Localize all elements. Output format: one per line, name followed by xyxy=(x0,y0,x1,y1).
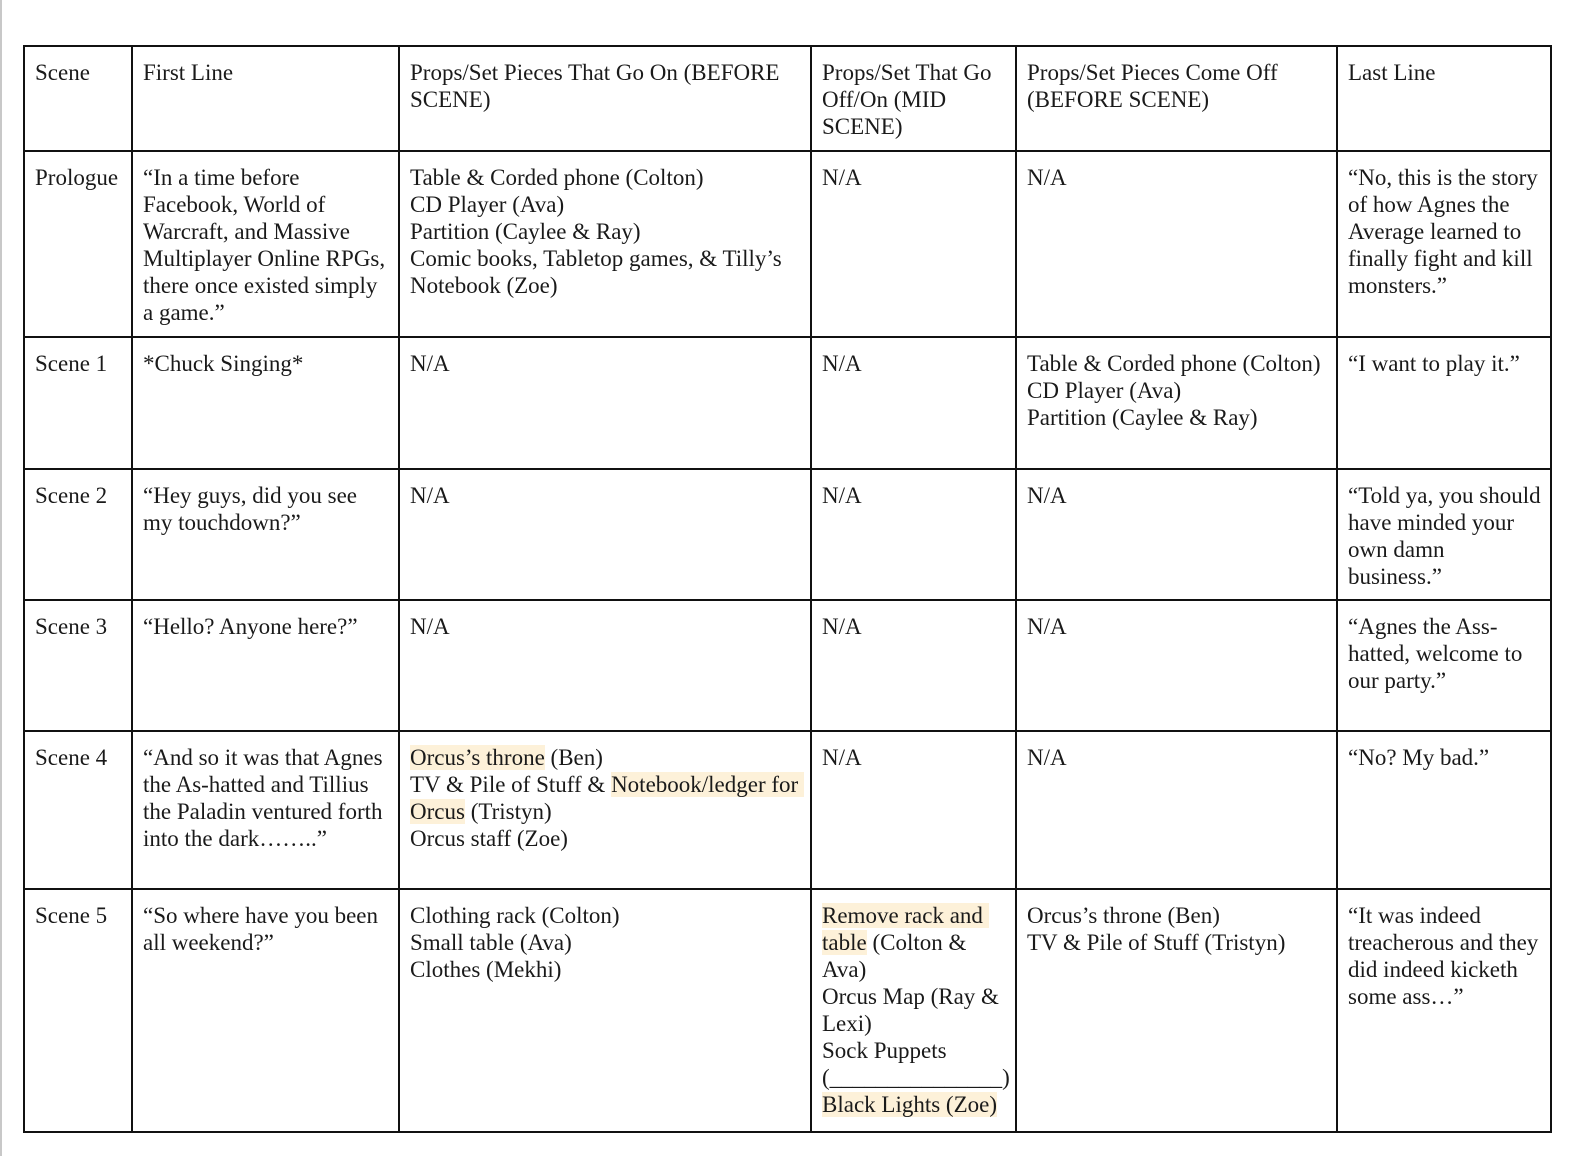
prop-line xyxy=(410,956,802,983)
prop-text: Orcus staff (Zoe) xyxy=(410,826,568,851)
props-off-cell xyxy=(1016,337,1337,469)
props-on-cell xyxy=(399,731,811,889)
prop-text: (Colton & Ava) xyxy=(822,930,971,982)
prop-text: Clothing rack (Colton) xyxy=(410,903,620,928)
table-row xyxy=(24,151,1551,337)
table-row xyxy=(24,731,1551,889)
prop-line xyxy=(822,164,1007,191)
prop-line xyxy=(410,929,802,956)
prop-text: Clothes (Mekhi) xyxy=(410,957,562,982)
prop-line xyxy=(410,825,802,852)
prop-text: CD Player (Ava) xyxy=(410,192,565,217)
scene-cell: Prologue xyxy=(24,151,132,337)
prop-line xyxy=(1027,404,1328,431)
props-off-cell xyxy=(1016,731,1337,889)
prop-text: Orcus’s throne (Ben) xyxy=(1027,903,1220,928)
prop-line xyxy=(410,771,802,825)
prop-text: N/A xyxy=(410,483,450,508)
first-line-cell: “So where have you been all weekend?” xyxy=(132,889,399,1132)
prop-text: (Tristyn) xyxy=(464,799,552,824)
last-line-cell: “No? My bad.” xyxy=(1337,731,1551,889)
table-header-row xyxy=(24,46,1551,151)
prop-text: N/A xyxy=(822,614,862,639)
first-line-cell: “In a time before Facebook, World of Warcraft, and Massive Multiplayer Online RPGs, there once existed simply a game.” xyxy=(132,151,399,337)
header-first-line: First Line xyxy=(132,46,399,151)
highlighted-text: Black Lights (Zoe) xyxy=(822,1092,998,1117)
prop-line xyxy=(410,218,802,245)
prop-line xyxy=(822,744,1007,771)
prop-text: N/A xyxy=(822,483,862,508)
prop-text: Partition (Caylee & Ray) xyxy=(1027,405,1258,430)
prop-line xyxy=(410,744,802,771)
props-mid-cell xyxy=(811,469,1016,600)
props-off-cell xyxy=(1016,151,1337,337)
prop-line xyxy=(1027,613,1328,640)
prop-line xyxy=(822,613,1007,640)
scene-cell: Scene 1 xyxy=(24,337,132,469)
scene-props-table xyxy=(23,45,1552,1133)
props-mid-cell xyxy=(811,889,1016,1132)
first-line-cell: “Hello? Anyone here?” xyxy=(132,600,399,731)
last-line-cell: “Told ya, you should have minded your own damn business.” xyxy=(1337,469,1551,600)
props-mid-cell xyxy=(811,151,1016,337)
props-on-cell xyxy=(399,337,811,469)
prop-text: N/A xyxy=(822,351,862,376)
last-line-cell: “Agnes the Ass-hatted, welcome to our party.” xyxy=(1337,600,1551,731)
props-off-cell xyxy=(1016,469,1337,600)
header-props-mid: Props/Set That Go Off/On (MID SCENE) xyxy=(811,46,1016,151)
header-props-on: Props/Set Pieces That Go On (BEFORE SCENE) xyxy=(399,46,811,151)
prop-text: Comic books, Tabletop games, & Tilly’s Notebook (Zoe) xyxy=(410,246,788,298)
props-off-cell xyxy=(1016,889,1337,1132)
prop-line xyxy=(822,482,1007,509)
props-on-cell xyxy=(399,151,811,337)
last-line-cell: “It was indeed treacherous and they did indeed kicketh some ass…” xyxy=(1337,889,1551,1132)
prop-line xyxy=(1027,164,1328,191)
scene-cell: Scene 3 xyxy=(24,600,132,731)
props-on-cell xyxy=(399,889,811,1132)
prop-text: N/A xyxy=(822,165,862,190)
prop-line xyxy=(410,164,802,191)
prop-line xyxy=(410,613,802,640)
prop-text: TV & Pile of Stuff & xyxy=(410,772,612,797)
prop-line xyxy=(822,983,1007,1037)
prop-line xyxy=(410,482,802,509)
prop-text: N/A xyxy=(410,351,450,376)
prop-text: N/A xyxy=(1027,483,1067,508)
prop-text: Small table (Ava) xyxy=(410,930,572,955)
props-mid-cell xyxy=(811,600,1016,731)
prop-text: (Ben) xyxy=(544,745,603,770)
scene-cell: Scene 5 xyxy=(24,889,132,1132)
prop-line xyxy=(1027,902,1328,929)
props-mid-cell xyxy=(811,337,1016,469)
prop-text: Sock Puppets (_______________) xyxy=(822,1038,1010,1090)
prop-line xyxy=(1027,744,1328,771)
prop-line xyxy=(410,350,802,377)
prop-text: N/A xyxy=(1027,165,1067,190)
prop-text: CD Player (Ava) xyxy=(1027,378,1182,403)
props-mid-cell xyxy=(811,731,1016,889)
prop-line xyxy=(410,245,802,299)
prop-line xyxy=(822,1037,1010,1091)
header-last-line: Last Line xyxy=(1337,46,1551,151)
prop-line xyxy=(822,350,1007,377)
prop-line xyxy=(1027,929,1328,956)
prop-text: N/A xyxy=(822,745,862,770)
prop-text: N/A xyxy=(1027,614,1067,639)
prop-text: Table & Corded phone (Colton) xyxy=(410,165,704,190)
header-props-off: Props/Set Pieces Come Off (BEFORE SCENE) xyxy=(1016,46,1337,151)
prop-text: N/A xyxy=(410,614,450,639)
last-line-cell: “No, this is the story of how Agnes the Average learned to finally fight and kill monsters.” xyxy=(1337,151,1551,337)
props-off-cell xyxy=(1016,600,1337,731)
highlighted-text: Orcus’s throne xyxy=(410,745,545,770)
page-edge xyxy=(0,0,2,1156)
first-line-cell: *Chuck Singing* xyxy=(132,337,399,469)
table-row xyxy=(24,600,1551,731)
prop-line xyxy=(822,902,1007,983)
prop-text: N/A xyxy=(1027,745,1067,770)
table-row xyxy=(24,337,1551,469)
highlighted-text: Notebook/ledger for Orcus xyxy=(410,772,804,824)
first-line-cell: “And so it was that Agnes the As-hatted and Tillius the Paladin ventured forth into the dark……..” xyxy=(132,731,399,889)
prop-line xyxy=(1027,350,1328,377)
prop-line xyxy=(410,902,802,929)
scene-cell: Scene 2 xyxy=(24,469,132,600)
prop-text: Orcus Map (Ray & Lexi) xyxy=(822,984,1005,1036)
prop-line xyxy=(1027,482,1328,509)
prop-text: Table & Corded phone (Colton) xyxy=(1027,351,1321,376)
prop-line xyxy=(822,1091,1007,1118)
props-on-cell xyxy=(399,469,811,600)
prop-line xyxy=(410,191,802,218)
props-on-cell xyxy=(399,600,811,731)
table-row xyxy=(24,469,1551,600)
first-line-cell: “Hey guys, did you see my touchdown?” xyxy=(132,469,399,600)
header-scene: Scene xyxy=(24,46,132,151)
last-line-cell: “I want to play it.” xyxy=(1337,337,1551,469)
scene-cell: Scene 4 xyxy=(24,731,132,889)
table-row xyxy=(24,889,1551,1132)
prop-text: TV & Pile of Stuff (Tristyn) xyxy=(1027,930,1286,955)
highlighted-text: Remove rack and table xyxy=(822,903,989,955)
prop-line xyxy=(1027,377,1328,404)
prop-text: Partition (Caylee & Ray) xyxy=(410,219,641,244)
